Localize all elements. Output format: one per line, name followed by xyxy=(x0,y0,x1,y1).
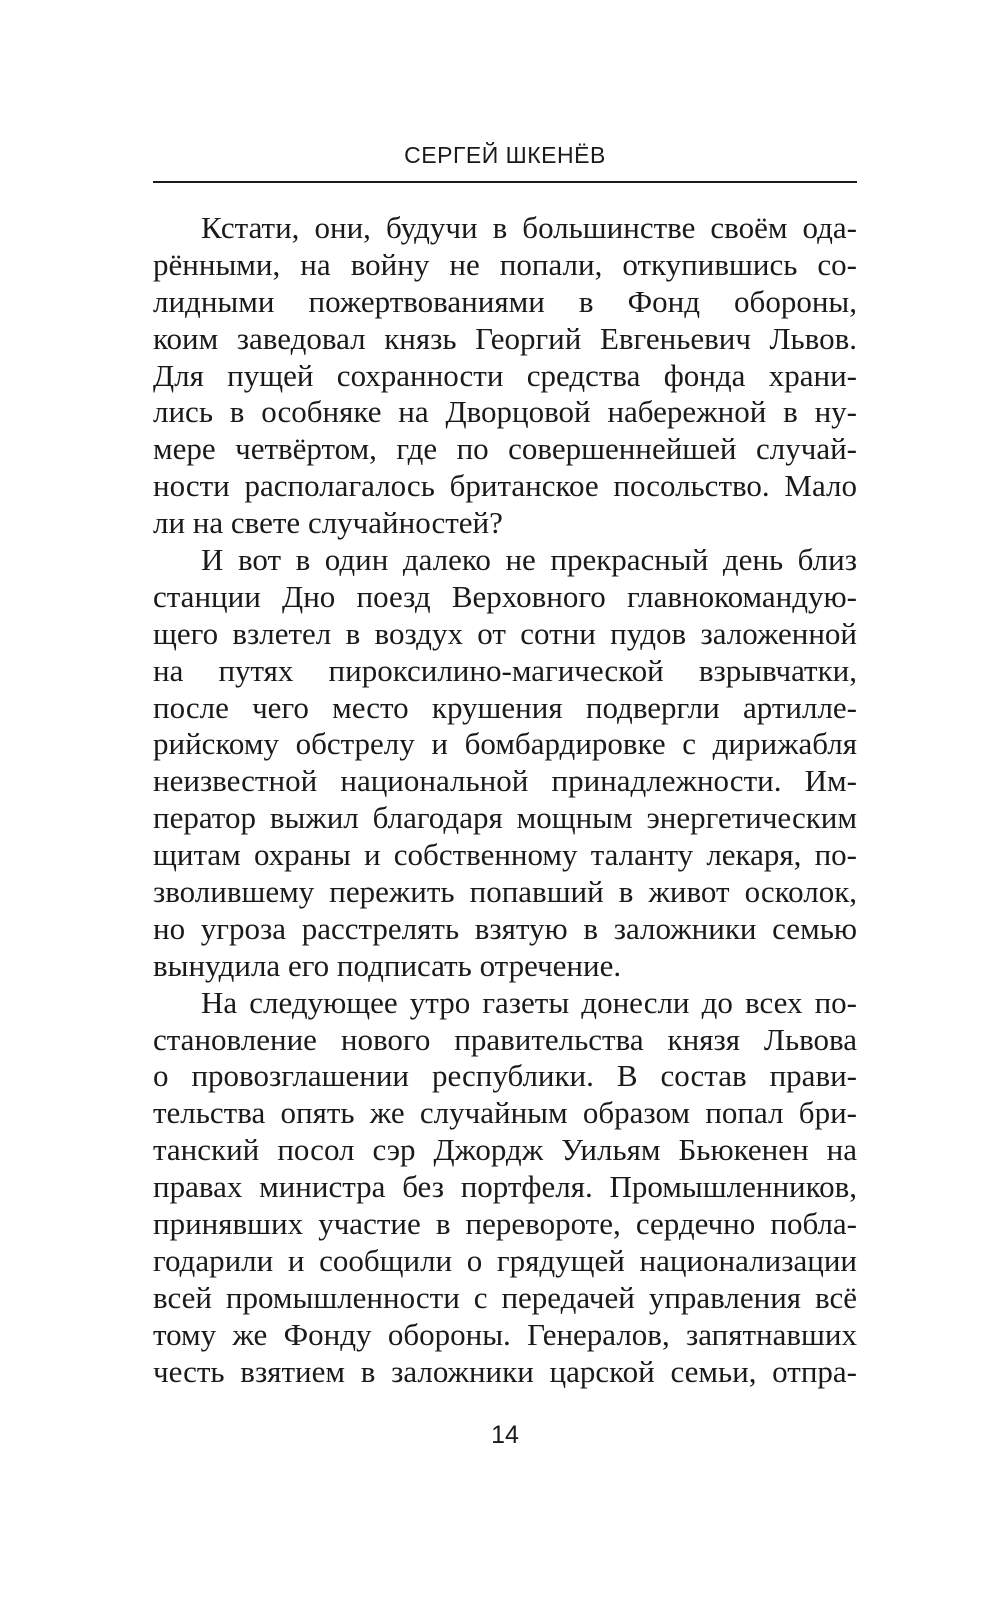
text-line: рёнными, на войну не попали, откупившись со- xyxy=(153,246,857,282)
text-line: Кстати, они, будучи в большинстве своём ода- xyxy=(201,210,857,245)
text-line: коим заведовал князь Георгий Евгеньевич Львов. xyxy=(153,320,857,356)
text-line: лись в особняке на Дворцовой набережной в ну- xyxy=(153,394,857,430)
text-line: тельства опять же случайным образом попал бри- xyxy=(153,1095,857,1131)
text-line: о провозглашении республики. В состав прави- xyxy=(153,1058,857,1094)
text-line: принявших участие в перевороте, сердечно побла- xyxy=(153,1206,857,1242)
text-line: после чего место крушения подвергли артилле- xyxy=(153,689,857,725)
text-line: становление нового правительства князя Львова xyxy=(153,1021,857,1057)
header-rule xyxy=(153,181,857,183)
running-head-title: СЕРГЕЙ ШКЕНЁВ xyxy=(404,142,606,168)
paragraph-3 xyxy=(153,985,857,1391)
text-line: ператор выжил благодаря мощным энергетическим xyxy=(153,800,857,836)
text-line: лидными пожертвованиями в Фонд обороны, xyxy=(153,283,857,319)
text-line: станции Дно поезд Верховного главнокомандую- xyxy=(153,578,857,614)
text-line: тому же Фонду обороны. Генералов, запятнавших xyxy=(153,1316,857,1352)
text-line: щего взлетел в воздух от сотни пудов заложенной xyxy=(153,615,857,651)
page-number: 14 xyxy=(491,1421,519,1449)
text-line: честь взятием в заложники царской семьи, отпра- xyxy=(153,1353,857,1389)
text-line: на путях пироксилино-магической взрывчатки, xyxy=(153,652,857,688)
text-line: На следующее утро газеты донесли до всех по- xyxy=(201,984,857,1020)
text-line: мере четвёртом, где по совершеннейшей случай- xyxy=(153,431,857,467)
text-line: зволившему пережить попавший в живот осколок, xyxy=(153,874,857,910)
text-line: рийскому обстрелу и бомбардировке с дирижабля xyxy=(153,726,857,762)
text-line: правах министра без портфеля. Промышленников, xyxy=(153,1169,857,1205)
text-line: ности располагалось британское посольство. Мало xyxy=(153,468,857,504)
paragraph-2 xyxy=(153,542,857,985)
text-line: И вот в один далеко не прекрасный день близ xyxy=(201,542,857,578)
body-text xyxy=(153,210,857,1391)
text-line: но угроза расстрелять взятую в заложники семью xyxy=(153,910,857,946)
text-line: всей промышленности с передачей управления всё xyxy=(153,1279,857,1315)
paragraph-1 xyxy=(153,210,857,542)
text-line: ли на свете случайностей? xyxy=(153,505,503,541)
text-line: танский посол сэр Джордж Уильям Бьюкенен на xyxy=(153,1132,857,1168)
text-line: Для пущей сохранности средства фонда храни- xyxy=(153,357,857,393)
text-line: неизвестной национальной принадлежности. Им- xyxy=(153,763,857,799)
text-line: вынудила его подписать отречение. xyxy=(153,947,622,983)
text-line: годарили и сообщили о грядущей национализации xyxy=(153,1242,857,1278)
text-line: щитам охраны и собственному таланту лекаря, по- xyxy=(153,837,857,873)
